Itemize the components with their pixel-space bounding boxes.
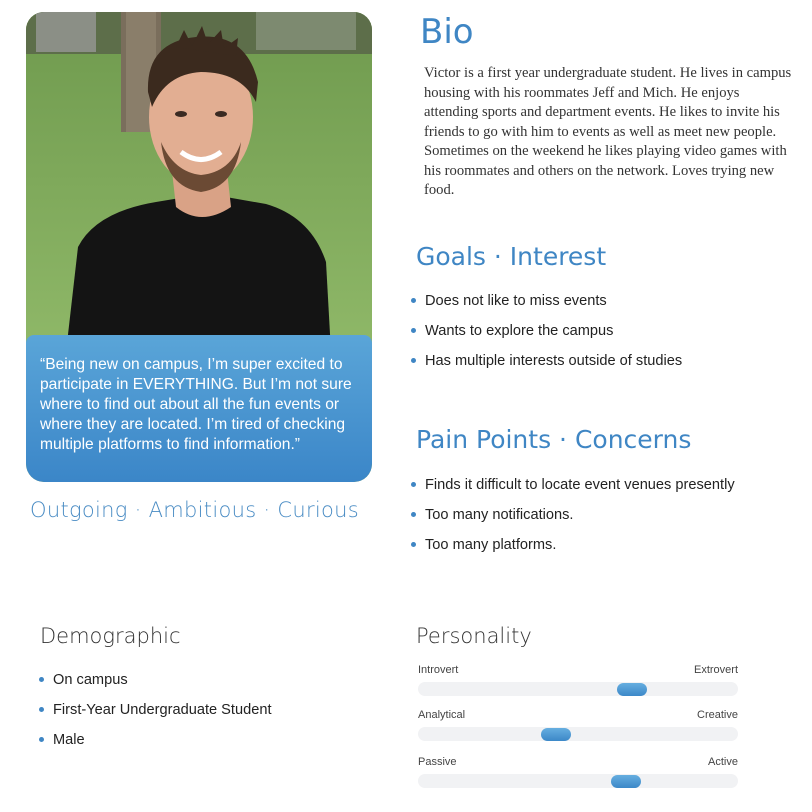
list-item: Too many platforms. <box>411 536 735 566</box>
quote-box <box>26 335 372 482</box>
bullet-icon <box>411 328 416 333</box>
slider-track <box>418 774 738 788</box>
bullet-icon <box>39 677 44 682</box>
list-item: Does not like to miss events <box>411 292 682 322</box>
bio-heading: Bio <box>420 12 474 52</box>
personality-slider-passive-active <box>418 756 738 796</box>
list-item: Finds it difficult to locate event venues presently <box>411 476 735 506</box>
list-item: Has multiple interests outside of studies <box>411 352 682 382</box>
slider-right-label: Creative <box>697 709 738 721</box>
bullet-icon <box>411 298 416 303</box>
list-item: First-Year Undergraduate Student <box>39 701 272 731</box>
slider-track <box>418 682 738 696</box>
persona-traits: Outgoing · Ambitious · Curious <box>30 498 360 522</box>
slider-knob <box>611 775 641 788</box>
persona-quote: “Being new on campus, I’m super excited to participate in EVERYTHING. But I’m not sure where to find out about all the fun events or where they are located. I’m tired of checking multiple platforms to find information.” <box>40 356 352 453</box>
list-item: Too many notifications. <box>411 506 735 536</box>
bullet-icon <box>411 482 416 487</box>
slider-left-label: Passive <box>418 756 457 768</box>
personality-slider-introvert-extrovert <box>418 664 738 704</box>
bullet-icon <box>411 542 416 547</box>
pain-points-list <box>411 476 735 566</box>
slider-track <box>418 727 738 741</box>
personality-slider-analytical-creative <box>418 709 738 749</box>
list-item: On campus <box>39 671 272 701</box>
list-item: Wants to explore the campus <box>411 322 682 352</box>
demographic-list <box>39 671 272 761</box>
bullet-icon <box>411 512 416 517</box>
bio-text: Victor is a first year undergraduate student. He lives in campus housing with his roommates Jeff and Mich. He enjoys attending sports and department events. He likes to invite his friends to go with him to events as well as meet new people. Sometimes on the weekend he likes playing video games with his roommates and others on the network. Loves trying new food. <box>424 65 792 198</box>
slider-left-label: Analytical <box>418 709 466 721</box>
personality-heading: Personality <box>416 624 532 648</box>
pain-points-heading: Pain Points · Concerns <box>416 425 692 454</box>
slider-right-label: Extrovert <box>693 664 738 676</box>
slider-left-label: Introvert <box>418 664 459 676</box>
profile-photo <box>26 12 372 352</box>
goals-list <box>411 292 682 382</box>
bullet-icon <box>411 358 416 363</box>
demographic-heading: Demographic <box>40 624 181 648</box>
profile-card <box>26 12 372 482</box>
slider-right-label: Active <box>708 756 738 768</box>
list-item: Male <box>39 731 272 761</box>
goals-heading: Goals · Interest <box>416 242 607 271</box>
slider-knob <box>541 728 571 741</box>
bullet-icon <box>39 737 44 742</box>
bullet-icon <box>39 707 44 712</box>
slider-knob <box>617 683 647 696</box>
